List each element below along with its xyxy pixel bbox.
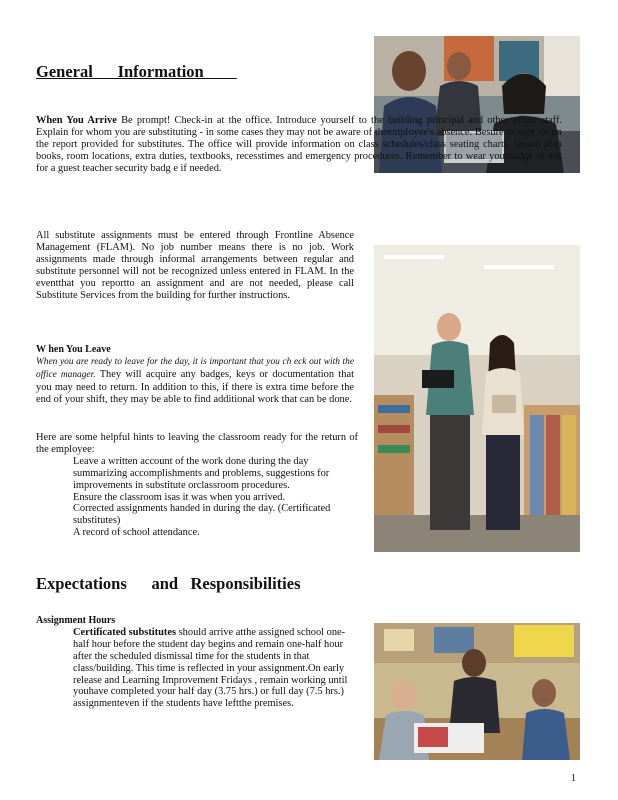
assignment-hours-title: Assignment Hours [36,615,116,626]
assignment-hours-section [36,615,358,710]
list-item: Corrected assignments handed in during the day. (Certificated substitutes) [73,503,331,527]
page-number: 1 [571,773,576,784]
hints-intro: Here are some helpful hints to leaving the classroom ready for the return of the employee: [36,432,358,455]
list-item: Ensure the classroom isas it was when you arrived. [73,491,286,503]
when-you-leave-paragraph [36,356,354,406]
assignment-hours-list [36,627,358,710]
hints-list [36,456,358,539]
when-you-leave-text: They will acquire any badges, keys or documentation that you may need to return. In addition to this, if there is extra time before the end of your shift, they may be able to find additional work that can be done. [36,368,354,405]
when-you-arrive-text: Be prompt! Check-in at the office. Introduce yourself to the building principal and other office staff. Explain for whom you are substituting - in some cases they may not be aware of theemployee's absence. Besure to sign -in on the report provided for substitutes. The office will provide information on class schedules/class seating charts, lesson plan books, room locations, extra duties, textbooks, recesstimes and emergency procedures. Remember to wear yourbadge or ask for a guest teacher security badg e if needed. [36,115,562,174]
when-you-arrive-title: When You Arrive [36,115,117,126]
photo-library [374,245,580,552]
hints-section [36,432,358,539]
arrive-text-block [36,115,562,175]
heading-general-information: General Information [36,62,237,81]
flam-section [36,230,354,301]
when-you-leave-title: W hen You Leave [36,344,111,355]
heading-expectations-responsibilities: Expectations and Responsibilities [36,574,301,593]
list-item: Certificated substitutes should arrive atthe assigned school one- half hour before the student day begins and remain one-half hour after the scheduled dismissal time for the students in that class/building. This time is reflected in your assignment.On early release and Learning Improvement Fridays , remain working until youhave completed your half day (3.75 hrs.) or full day (7.5 hrs.) assignmenteven if the students have leftthe premises. [73,626,348,710]
when-you-leave-section [36,344,354,406]
list-item: A record of school attendance. [73,527,200,539]
when-you-leave-italic: When you are ready to leave for the day, it is important that you ch eck out with the office manager. [36,356,354,380]
list-item: Leave a written account of the work done during the day summarizing accomplishments and problems, suggestions for improvements in substitute orclassroom procedures. [73,455,330,491]
flam-paragraph: All substitute assignments must be entered through Frontline Absence Management (FLAM). No job number means there is no job. Work assignments made through informal arrangements between regular and substitute personnel will not be recognized unless entered in FLAM. In the eventthat you reportto an assignment and are not needed, please call Substitute Services from the building for further instructions. [36,230,354,301]
arrive-paragraph [36,115,562,175]
photo-classroom [374,623,580,760]
